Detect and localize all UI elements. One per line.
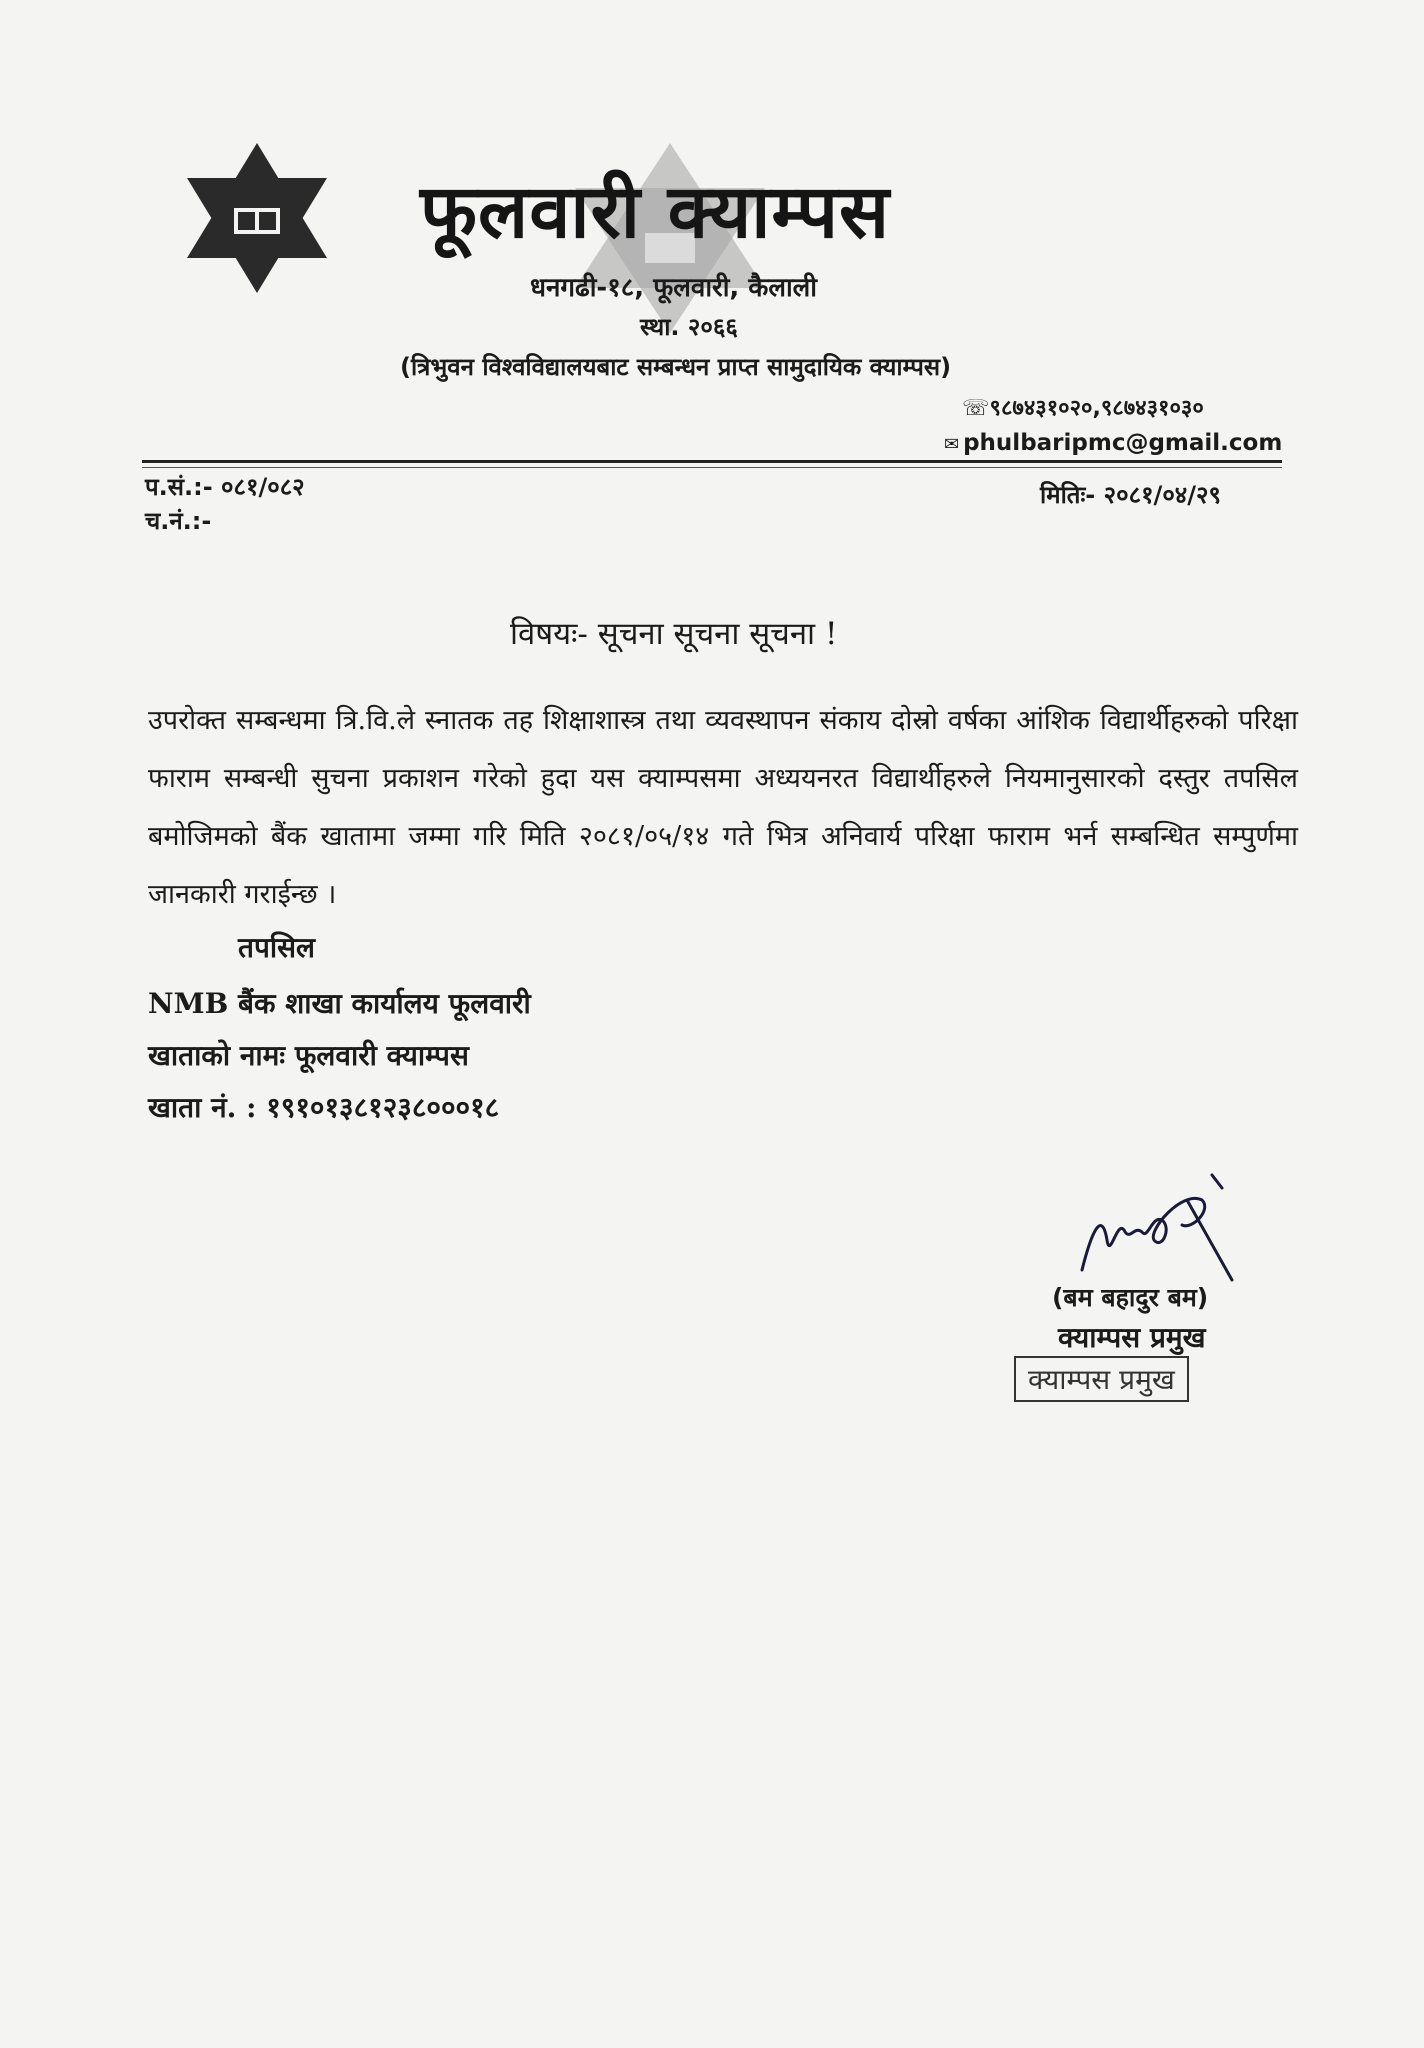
letter-date: मितिः- २०८१/०४/२९: [1040, 481, 1221, 509]
campus-name: फूलवारी क्याम्पस: [420, 169, 891, 255]
dispatch-number: च.नं.:-: [145, 507, 212, 535]
notice-body: उपरोक्त सम्बन्धमा त्रि.वि.ले स्नातक तह शिक्षाशास्त्र तथा व्यवस्थापन संकाय दोस्रो वर्षका आंशिक विद्यार्थीहरुको परिक्षा फाराम सम्बन्धी सुचना प्रकाशन गरेको हुदा यस क्याम्पसमा अध्ययनरत विद्यार्थीहरुले नियमानुसारको दस्तुर तपसिल बमोजिमको बैंक खातामा जम्मा गरि मिति २०८१/०५/१४ गते भित्र अनिवार्य परिक्षा फाराम भर्न सम्बन्धित सम्पुर्णमा जानकारी गराईन्छ ।: [148, 705, 1298, 910]
header-divider-thin: [142, 467, 1282, 468]
envelope-icon: ✉: [944, 434, 960, 455]
account-number: खाता नं. : १९१०१३८१२३८०००१८: [148, 1091, 500, 1124]
bank-details: [148, 978, 531, 1134]
signer-designation: क्याम्पस प्रमुख: [1058, 1321, 1206, 1354]
campus-address: धनगढी-१८, फूलवारी, कैलाली: [530, 273, 818, 303]
phone-numbers: ☏९८७४३१०२०,९८७४३१०३०: [962, 396, 1204, 421]
email-address: phulbaripmc@gmail.com: [963, 430, 1283, 456]
designation-stamp: क्याम्पस प्रमुख: [1014, 1356, 1189, 1402]
letter-number: प.सं.:- ०८१/०८२: [145, 473, 305, 501]
handwritten-signature: [1062, 1170, 1242, 1290]
details-title: तपसिल: [238, 931, 316, 964]
nepal-star-logo-icon: [172, 138, 342, 298]
email-line: [944, 430, 1282, 456]
reference-block: [145, 470, 305, 538]
bank-name: NMB बैंक शाखा कार्यालय फूलवारी: [148, 987, 531, 1020]
signer-name: (बम बहादुर बम): [1052, 1283, 1209, 1312]
account-name: खाताको नामः फूलवारी क्याम्पस: [148, 1039, 469, 1072]
header-divider: [142, 460, 1282, 463]
subject-line: विषयः- सूचना सूचना सूचना !: [510, 616, 838, 652]
established-year: स्था. २०६६: [640, 313, 738, 341]
affiliation-line: (त्रिभुवन विश्वविद्यालयबाट सम्बन्धन प्राप्त सामुदायिक क्याम्पस): [400, 353, 952, 381]
